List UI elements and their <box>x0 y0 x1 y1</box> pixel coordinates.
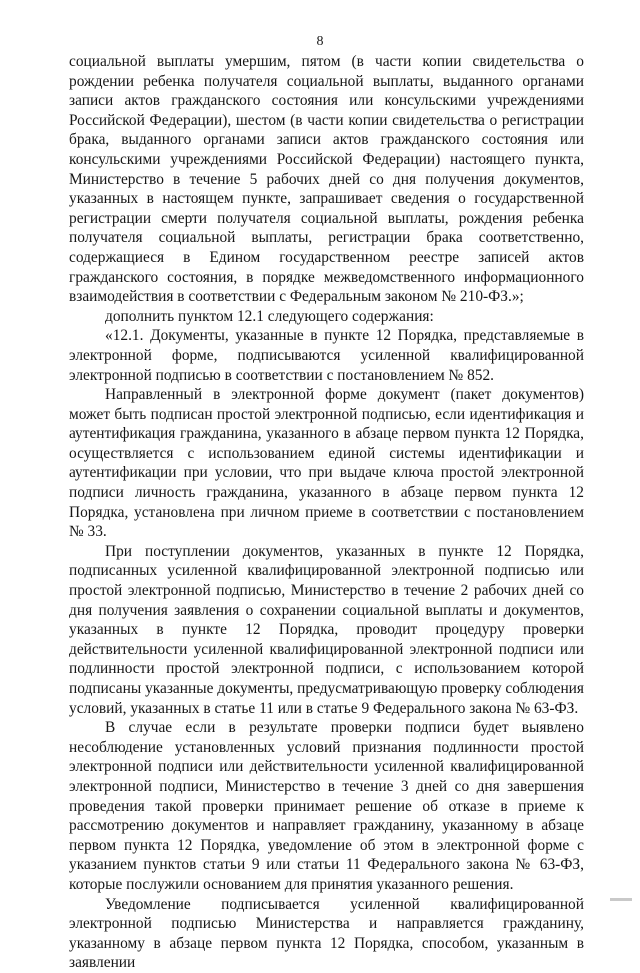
paragraph-clause-12-1: «12.1. Документы, указанные в пункте 12 Порядка, представляемые в электронной форме, подписываются усиленной квалифицированной электронной подписью в соответствии с постановлением № 852. <box>69 327 584 384</box>
page-number: 8 <box>316 34 324 49</box>
paragraph-notification: Уведомление подписывается усиленной квалифицированной электронной подписью Министерства и направляется гражданину, указанному в абзаце первом пункта 12 Порядка, способом, указанным в заявлении <box>69 895 584 972</box>
paragraph-refusal-decision: В случае если в результате проверки подписи будет выявлено несоблюдение установленных условий признания подлинности простой электронной подписи или действительности усиленной квалифицированной электронной подписи, Министерство в течение 3 дней со дня завершения проведения такой проверки принимает решение об отказе в приеме к рассмотрению документов и направляет гражданину, указанному в абзаце первом пункта 12 Порядка, уведомление об этом в электронной форме с указанием пунктов статьи 9 или статьи 11 Федерального закона № 63-ФЗ, которые послужили основанием для принятия указанного решения. <box>69 719 584 893</box>
paragraph-simple-signature: Направленный в электронной форме документ (пакет документов) может быть подписан простой электронной подписью, если идентификация и аутентификация гражданина, указанного в абзаце первом пункта 12 Порядка, осуществляется с использованием единой системы идентификации и аутентификации при условии, что при выдаче ключа простой электронной подписи личность гражданина, указанного в абзаце первом пункта 12 Порядка, установлена при личном приеме в соответствии с постановлением № 33. <box>69 386 584 541</box>
paragraph-amendment-intro: дополнить пунктом 12.1 следующего содержания: <box>105 307 434 325</box>
paragraph-signature-verification: При поступлении документов, указанных в пункте 12 Порядка, подписанных усиленной квалифицированной электронной подписью или простой электронной подписью, Министерство в течение 2 рабочих дней со дня получения заявления о сохранении социальной выплаты и документов, указанных в пункте 12 Порядка, проводит процедуру проверки действительности усиленной квалифицированной электронной подписи или подлинности простой электронной подписи, с использованием которой подписаны указанные документы, предусматривающую проверку соблюдения условий, указанных в статье 11 или в статье 9 Федерального закона № 63-ФЗ. <box>69 542 584 717</box>
paragraph-continuation: социальной выплаты умершим, пятом (в части копии свидетельства о рождении ребенка получателя социальной выплаты, выданного органами записи актов гражданского состояния или консульскими учреждениями Российской Федерации), шестом (в части копии свидетельства о регистрации брака, выданного органами записи актов гражданского состояния или консульскими учреждениями Российской Федерации) настоящего пункта, Министерство в течение 5 рабочих дней со дня получения документов, указанных в настоящем пункте, запрашивает сведения о государственной регистрации смерти получателя социальной выплаты, рождения ребенка получателя социальной выплаты, регистрации брака соответственно, содержащиеся в Едином государственном реестре записей актов гражданского состояния, в порядке межведомственного информационного взаимодействия в соответствии с Федеральным законом № 210-ФЗ.»; <box>69 53 584 306</box>
scan-edge-mark <box>610 898 632 901</box>
document-body <box>69 52 584 973</box>
